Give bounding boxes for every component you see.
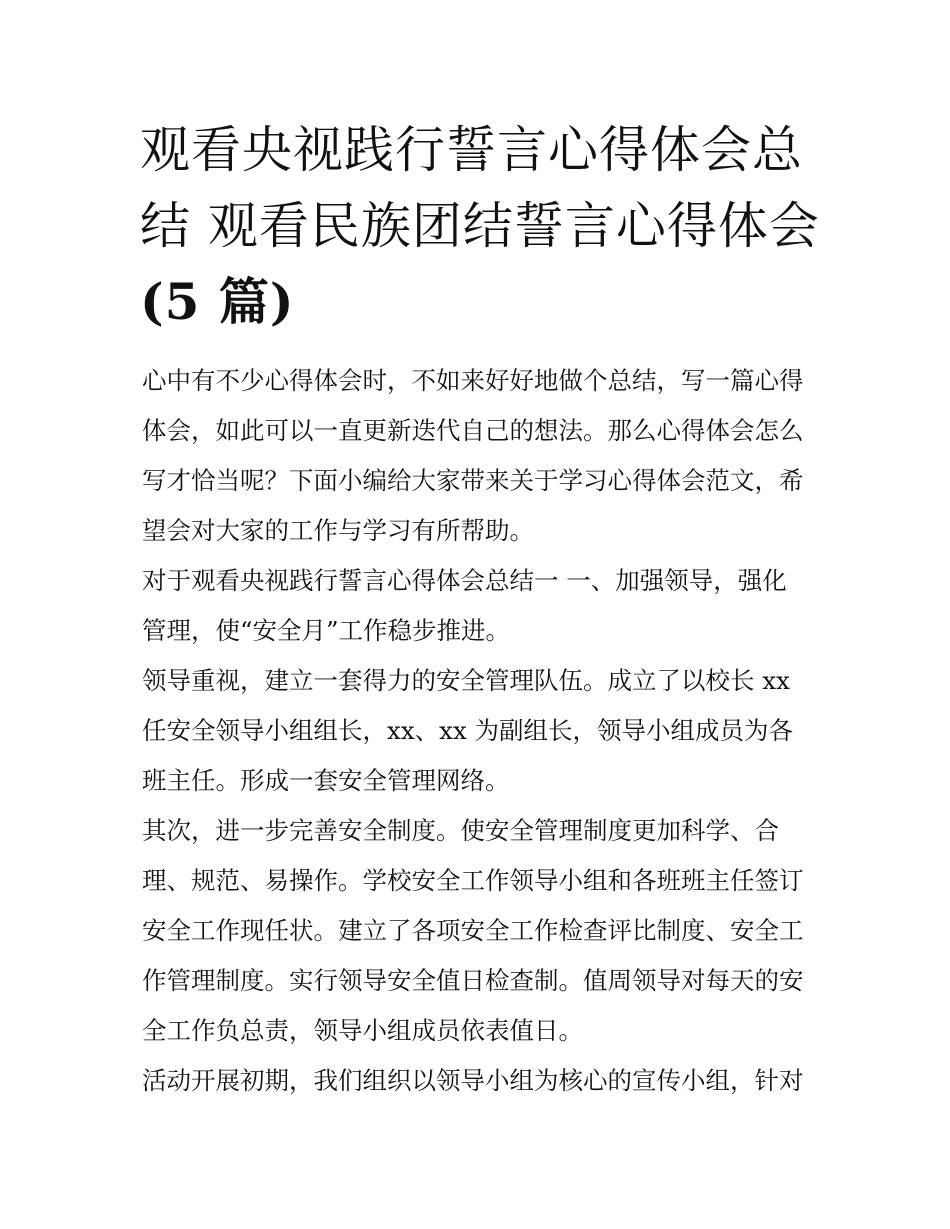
text-line: 理、规范、易操作。学校安全工作领导小组和各班班主任签订: [142, 866, 804, 895]
text-line: 安全工作现任状。建立了各项安全工作检查评比制度、安全工: [142, 916, 804, 945]
title-line: (5 篇): [140, 272, 295, 331]
paragraph-intro: [142, 356, 822, 556]
text-line: 管理，使“安全月”工作稳步推进。: [142, 616, 511, 645]
document-body: [142, 356, 822, 1106]
text-line: 全工作负总责，领导小组成员依表值日。: [142, 1016, 583, 1045]
text-line: 其次，进一步完善安全制度。使安全管理制度更加科学、合: [142, 816, 779, 845]
title-line: 观看央视践行誓言心得体会总: [140, 121, 803, 179]
text-line: 班主任。形成一套安全管理网络。: [142, 766, 510, 795]
text-line: 活动开展初期，我们组织以领导小组为核心的宣传小组，针对: [142, 1066, 804, 1095]
title-line: 结 观看民族团结誓言心得体会: [140, 197, 820, 255]
text-line: 写才恰当呢？下面小编给大家带来关于学习心得体会范文，希: [142, 466, 804, 495]
text-line: 体会，如此可以一直更新迭代自己的想法。那么心得体会怎么: [142, 416, 804, 445]
paragraph-activities: [142, 1056, 822, 1106]
text-line: 领导重视，建立一套得力的安全管理队伍。成立了以校长 xx: [142, 666, 790, 695]
document-title: [140, 112, 820, 340]
paragraph-safety-system: [142, 806, 822, 1056]
text-line: 心中有不少心得体会时，不如来好好地做个总结，写一篇心得: [142, 366, 804, 395]
paragraph-section-heading: [142, 556, 822, 656]
text-line: 作管理制度。实行领导安全值日检查制。值周领导对每天的安: [142, 966, 804, 995]
paragraph-leadership: [142, 656, 822, 806]
text-line: 望会对大家的工作与学习有所帮助。: [142, 516, 534, 545]
text-line: 任安全领导小组组长，xx、xx 为副组长，领导小组成员为各: [142, 716, 794, 745]
text-line: 对于观看央视践行誓言心得体会总结一 一、加强领导，强化: [142, 566, 787, 595]
